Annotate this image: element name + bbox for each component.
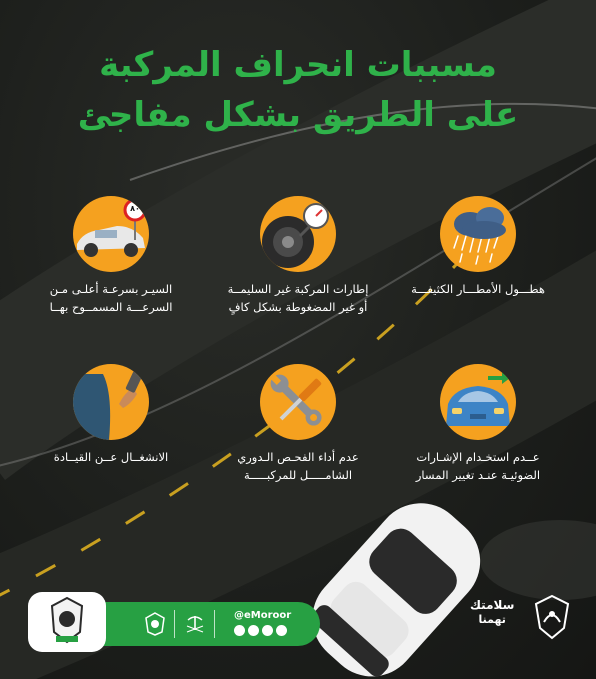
wrench-screwdriver-icon <box>260 364 336 440</box>
social-handle[interactable]: @eMoroor <box>234 610 292 621</box>
cause-bad-tires <box>213 196 383 316</box>
divider <box>174 610 175 638</box>
brand-slogan <box>470 598 514 627</box>
cause-no-turn-signal <box>393 364 563 484</box>
instagram-icon[interactable] <box>248 625 259 636</box>
emblem-icon <box>144 612 166 636</box>
cause-caption: عدم أداء الفحـص الـدوري <box>237 450 359 464</box>
page-title <box>0 40 596 140</box>
cause-speeding <box>26 196 196 316</box>
snapchat-icon[interactable] <box>276 625 287 636</box>
cause-caption: الانشغــال عــن القيــادة <box>53 450 169 464</box>
cause-caption: عــدم استخـدام الإشـارات <box>416 450 540 464</box>
cause-heavy-rain <box>393 196 563 298</box>
traffic-department-crest-icon <box>532 594 572 640</box>
car-turn-signal-icon <box>440 364 516 440</box>
palm-swords-emblem-icon <box>184 612 206 636</box>
title-line-2: على الطريق بشكل مفاجئ <box>77 95 519 135</box>
phone-in-hand-icon <box>73 364 149 440</box>
cause-distraction <box>26 364 196 466</box>
divider <box>214 610 215 638</box>
speed-sign-text: ٨٠ <box>130 204 140 213</box>
cause-caption: الشامـــــل للمركبـــــة <box>243 468 353 482</box>
brand-line-1: سلامتك <box>470 598 515 612</box>
twitter-icon[interactable] <box>234 625 245 636</box>
cause-caption: أو غير المضغوطة بشكل كافٍ <box>228 300 368 314</box>
tire-pressure-gauge-icon <box>260 196 336 272</box>
cause-no-inspection <box>213 364 383 484</box>
brand-line-2: تهمنا <box>478 613 506 626</box>
cause-caption: السرعـــة المسمــوح بهــا <box>49 300 173 314</box>
traffic-police-badge <box>28 592 106 652</box>
title-line-1: مسببات انحراف المركبة <box>99 45 497 85</box>
footer-bar <box>0 592 596 652</box>
rain-cloud-icon <box>440 196 516 272</box>
cause-caption: إطارات المركبة غير السليمــة <box>227 282 369 296</box>
cause-caption: السيـر بسرعـة أعلـى مـن <box>49 282 173 296</box>
social-icons <box>234 625 287 636</box>
youtube-icon[interactable] <box>262 625 273 636</box>
green-social-bar <box>90 602 320 646</box>
speed-limit-car-icon <box>73 196 149 272</box>
cause-caption: الضوئيـة عنـد تغيير المسار <box>415 468 541 482</box>
cause-caption: هطـــول الأمطـــار الكثيفـــة <box>411 282 545 296</box>
